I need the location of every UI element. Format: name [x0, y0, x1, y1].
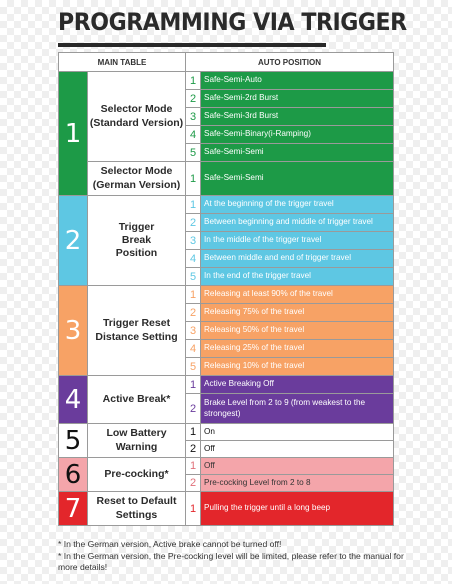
option-text: Safe-Semi-Binary(i-Ramping) — [201, 126, 394, 144]
footnote-pre-cocking: * In the German version, the Pre-cocking level will be limited, please refer to the manual for more details! — [58, 551, 404, 573]
label-reset-default — [88, 492, 186, 526]
option-text: Safe-Semi-2rd Burst — [201, 90, 394, 108]
table-row — [59, 286, 394, 304]
option-text: Pulling the trigger until a long beep — [201, 492, 394, 526]
option-index: 1 — [186, 196, 201, 214]
option-index: 2 — [186, 304, 201, 322]
label-low-battery-warning-text: Low Battery Warning — [106, 427, 167, 453]
label-trigger-break-position-text: Trigger Break Position — [115, 220, 158, 260]
table-header-row — [59, 53, 394, 72]
option-text: Releasing at least 90% of the travel — [201, 286, 394, 304]
section-number-1: 1 — [59, 72, 88, 196]
label-selector-mode-standard — [88, 72, 186, 162]
option-index: 2 — [186, 394, 201, 424]
option-text: In the end of the trigger travel — [201, 268, 394, 286]
table-row — [59, 458, 394, 475]
label-pre-cocking-text: Pre-cocking* — [104, 467, 169, 480]
option-text: Pre-cocking Level from 2 to 8 — [201, 475, 394, 492]
option-text: In the middle of the trigger travel — [201, 232, 394, 250]
page-title: PROGRAMMING VIA TRIGGER — [58, 8, 407, 36]
option-text: Off — [201, 458, 394, 475]
option-index: 2 — [186, 441, 201, 458]
option-index: 2 — [186, 214, 201, 232]
option-index: 2 — [186, 475, 201, 492]
label-active-break — [88, 376, 186, 424]
option-text: Brake Level from 2 to 9 (from weakest to the strongest) — [201, 394, 394, 424]
option-index: 5 — [186, 144, 201, 162]
option-index: 1 — [186, 376, 201, 394]
option-text: At the beginning of the trigger travel — [201, 196, 394, 214]
option-index: 1 — [186, 162, 201, 196]
option-text: Between beginning and middle of trigger travel — [201, 214, 394, 232]
option-index: 1 — [186, 72, 201, 90]
label-reset-default-text: Reset to Default Settings — [96, 495, 177, 521]
option-text: Releasing 25% of the travel — [201, 340, 394, 358]
table-row — [59, 196, 394, 214]
programming-table — [58, 52, 394, 526]
option-index: 2 — [186, 90, 201, 108]
header-auto-position: AUTO POSITION — [186, 53, 394, 72]
label-low-battery-warning — [88, 424, 186, 458]
option-text: Releasing 10% of the travel — [201, 358, 394, 376]
label-trigger-reset-distance-text: Trigger Reset Distance Setting — [95, 317, 178, 343]
label-selector-mode-standard-text: Selector Mode (Standard Version) — [89, 103, 184, 129]
section-number-6: 6 — [59, 458, 88, 492]
option-index: 3 — [186, 322, 201, 340]
section-number-2: 2 — [59, 196, 88, 286]
section-number-3: 3 — [59, 286, 88, 376]
table-row — [59, 492, 394, 526]
option-text: Off — [201, 441, 394, 458]
option-index: 4 — [186, 250, 201, 268]
option-index: 5 — [186, 268, 201, 286]
option-index: 1 — [186, 286, 201, 304]
title-underline — [58, 43, 326, 47]
option-text: Releasing 75% of the travel — [201, 304, 394, 322]
label-trigger-break-position — [88, 196, 186, 286]
section-number-7: 7 — [59, 492, 88, 526]
footnote-active-brake: * In the German version, Active brake cannot be turned off! — [58, 539, 282, 549]
option-index: 4 — [186, 126, 201, 144]
label-pre-cocking — [88, 458, 186, 492]
option-text: Safe-Semi-Semi — [201, 162, 394, 196]
option-text: Between middle and end of trigger travel — [201, 250, 394, 268]
table-row — [59, 424, 394, 441]
option-text: Safe-Semi-3rd Burst — [201, 108, 394, 126]
table-row — [59, 376, 394, 394]
table-row — [59, 162, 394, 196]
label-active-break-text: Active Break* — [102, 392, 171, 405]
label-selector-mode-german-text: Selector Mode (German Version) — [92, 165, 181, 191]
option-text: Safe-Semi-Auto — [201, 72, 394, 90]
section-number-4: 4 — [59, 376, 88, 424]
label-selector-mode-german — [88, 162, 186, 196]
option-text: On — [201, 424, 394, 441]
header-main-table: MAIN TABLE — [59, 53, 186, 72]
option-index: 4 — [186, 340, 201, 358]
option-text: Active Breaking Off — [201, 376, 394, 394]
option-index: 3 — [186, 232, 201, 250]
option-text: Releasing 50% of the travel — [201, 322, 394, 340]
option-index: 1 — [186, 458, 201, 475]
option-index: 5 — [186, 358, 201, 376]
option-index: 1 — [186, 424, 201, 441]
section-number-5: 5 — [59, 424, 88, 458]
option-text: Safe-Semi-Semi — [201, 144, 394, 162]
option-index: 3 — [186, 108, 201, 126]
table-row — [59, 72, 394, 90]
label-trigger-reset-distance — [88, 286, 186, 376]
option-index: 1 — [186, 492, 201, 526]
